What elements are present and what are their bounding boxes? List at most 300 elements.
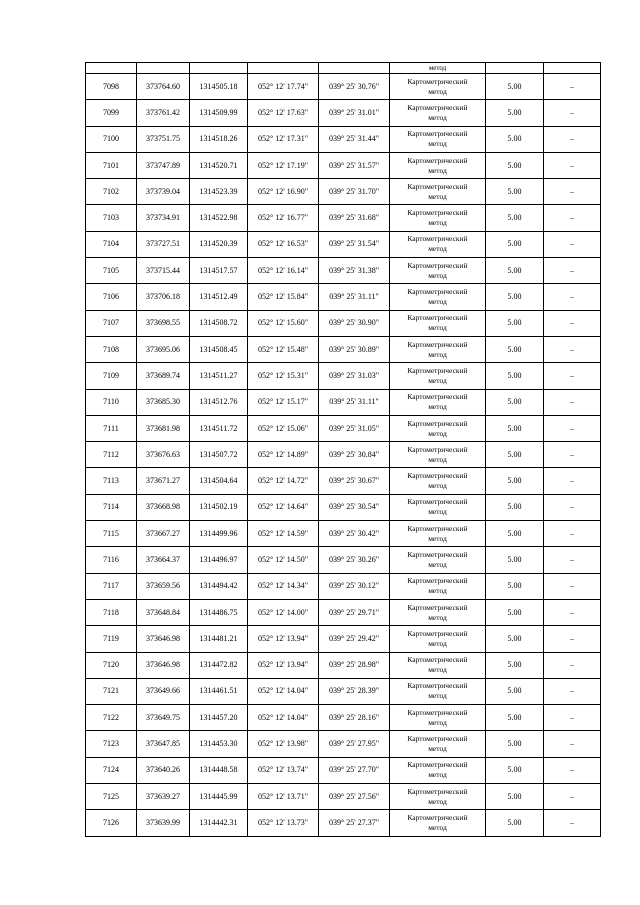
y-coordinate-cell: 1314507.72 — [190, 442, 248, 468]
accuracy-cell: 5.00 — [486, 389, 544, 415]
table-row — [86, 652, 601, 678]
point-number-cell: 7104 — [86, 231, 137, 257]
note-cell: – — [544, 757, 601, 783]
x-coordinate-cell: 373648.84 — [137, 599, 190, 625]
table-row — [86, 152, 601, 178]
accuracy-cell: 5.00 — [486, 231, 544, 257]
method-cell — [390, 415, 486, 441]
y-coordinate-cell: 1314518.26 — [190, 126, 248, 152]
point-number-cell: 7115 — [86, 521, 137, 547]
point-number-cell: 7124 — [86, 757, 137, 783]
method-cell — [390, 179, 486, 205]
table-row — [86, 731, 601, 757]
table-row — [86, 100, 601, 126]
continuation-row — [86, 63, 601, 74]
method-line-2: метод — [428, 796, 447, 806]
note-cell: – — [544, 231, 601, 257]
point-number-cell: 7099 — [86, 100, 137, 126]
x-coordinate-cell: 373668.98 — [137, 494, 190, 520]
note-cell: – — [544, 152, 601, 178]
method-cell — [390, 521, 486, 547]
accuracy-cell: 5.00 — [486, 258, 544, 284]
method-line-1: Картометрический — [407, 760, 468, 770]
method-cell — [390, 784, 486, 810]
method-line-2: метод — [428, 428, 447, 438]
empty-cell — [137, 63, 190, 74]
x-coordinate-cell: 373695.06 — [137, 336, 190, 362]
y-coordinate-cell: 1314505.18 — [190, 74, 248, 100]
method-line-2: метод — [428, 191, 447, 201]
table-row — [86, 705, 601, 731]
longitude-cell: 039° 25' 30.90" — [319, 310, 390, 336]
longitude-cell: 039° 25' 30.84" — [319, 442, 390, 468]
point-number-cell: 7114 — [86, 494, 137, 520]
y-coordinate-cell: 1314512.49 — [190, 284, 248, 310]
y-coordinate-cell: 1314523.39 — [190, 179, 248, 205]
note-cell: – — [544, 205, 601, 231]
method-line-2: метод — [428, 770, 447, 780]
method-cell — [390, 494, 486, 520]
x-coordinate-cell: 373761.42 — [137, 100, 190, 126]
point-number-cell: 7098 — [86, 74, 137, 100]
table-row — [86, 74, 601, 100]
y-coordinate-cell: 1314494.42 — [190, 573, 248, 599]
longitude-cell: 039° 25' 30.89" — [319, 336, 390, 362]
latitude-cell: 052° 12' 16.14" — [248, 258, 319, 284]
longitude-cell: 039° 25' 29.71" — [319, 599, 390, 625]
latitude-cell: 052° 12' 13.94" — [248, 626, 319, 652]
latitude-cell: 052° 12' 15.31" — [248, 363, 319, 389]
method-line-1: Картометрический — [407, 76, 468, 86]
method-line-1: Картометрический — [407, 471, 468, 481]
accuracy-cell: 5.00 — [486, 810, 544, 836]
accuracy-cell: 5.00 — [486, 626, 544, 652]
longitude-cell: 039° 25' 27.37" — [319, 810, 390, 836]
method-line-1: Картометрический — [407, 181, 468, 191]
x-coordinate-cell: 373640.26 — [137, 757, 190, 783]
method-cell — [390, 363, 486, 389]
point-number-cell: 7111 — [86, 415, 137, 441]
x-coordinate-cell: 373639.27 — [137, 784, 190, 810]
method-line-2: метод — [428, 612, 447, 622]
note-cell: – — [544, 599, 601, 625]
longitude-cell: 039° 25' 29.42" — [319, 626, 390, 652]
point-number-cell: 7118 — [86, 599, 137, 625]
latitude-cell: 052° 12' 13.74" — [248, 757, 319, 783]
method-line-2: метод — [428, 375, 447, 385]
table-row — [86, 442, 601, 468]
accuracy-cell: 5.00 — [486, 757, 544, 783]
y-coordinate-cell: 1314453.30 — [190, 731, 248, 757]
note-cell: – — [544, 573, 601, 599]
latitude-cell: 052° 12' 16.90" — [248, 179, 319, 205]
y-coordinate-cell: 1314457.20 — [190, 705, 248, 731]
longitude-cell: 039° 25' 31.01" — [319, 100, 390, 126]
y-coordinate-cell: 1314511.27 — [190, 363, 248, 389]
method-line-2: метод — [428, 244, 447, 254]
accuracy-cell: 5.00 — [486, 731, 544, 757]
table-row — [86, 810, 601, 836]
method-line-2: метод — [428, 533, 447, 543]
method-line-1: Картометрический — [407, 497, 468, 507]
y-coordinate-cell: 1314508.72 — [190, 310, 248, 336]
x-coordinate-cell: 373747.89 — [137, 152, 190, 178]
method-line-1: Картометрический — [407, 681, 468, 691]
method-line-1: Картометрический — [407, 576, 468, 586]
method-line-2: метод — [428, 691, 447, 701]
x-coordinate-cell: 373649.75 — [137, 705, 190, 731]
y-coordinate-cell: 1314520.39 — [190, 231, 248, 257]
point-number-cell: 7105 — [86, 258, 137, 284]
x-coordinate-cell: 373667.27 — [137, 521, 190, 547]
x-coordinate-cell: 373739.04 — [137, 179, 190, 205]
y-coordinate-cell: 1314522.98 — [190, 205, 248, 231]
method-cell — [390, 468, 486, 494]
method-line-1: Картометрический — [407, 734, 468, 744]
latitude-cell: 052° 12' 17.31" — [248, 126, 319, 152]
method-cell — [390, 74, 486, 100]
y-coordinate-cell: 1314512.76 — [190, 389, 248, 415]
table-row — [86, 205, 601, 231]
y-coordinate-cell: 1314517.57 — [190, 258, 248, 284]
method-line-1: Картометрический — [407, 707, 468, 717]
method-line-2: метод — [428, 822, 447, 832]
method-cell — [390, 284, 486, 310]
latitude-cell: 052° 12' 13.71" — [248, 784, 319, 810]
method-cell — [390, 258, 486, 284]
accuracy-cell: 5.00 — [486, 784, 544, 810]
method-line-2: метод — [428, 270, 447, 280]
empty-cell — [544, 63, 601, 74]
table-row — [86, 521, 601, 547]
note-cell: – — [544, 468, 601, 494]
table-row — [86, 626, 601, 652]
method-line-1: Картометрический — [407, 102, 468, 112]
note-cell: – — [544, 810, 601, 836]
longitude-cell: 039° 25' 30.67" — [319, 468, 390, 494]
y-coordinate-cell: 1314442.31 — [190, 810, 248, 836]
latitude-cell: 052° 12' 14.04" — [248, 705, 319, 731]
point-number-cell: 7109 — [86, 363, 137, 389]
x-coordinate-cell: 373671.27 — [137, 468, 190, 494]
method-line-1: Картометрический — [407, 208, 468, 218]
latitude-cell: 052° 12' 15.84" — [248, 284, 319, 310]
method-cell — [390, 731, 486, 757]
table-row — [86, 310, 601, 336]
note-cell: – — [544, 258, 601, 284]
point-number-cell: 7102 — [86, 179, 137, 205]
longitude-cell: 039° 25' 31.11" — [319, 389, 390, 415]
method-cell — [390, 547, 486, 573]
method-cell — [390, 705, 486, 731]
y-coordinate-cell: 1314496.97 — [190, 547, 248, 573]
method-continuation-cell: метод — [390, 63, 486, 74]
method-cell — [390, 678, 486, 704]
x-coordinate-cell: 373639.99 — [137, 810, 190, 836]
longitude-cell: 039° 25' 31.05" — [319, 415, 390, 441]
method-line-2: метод — [428, 717, 447, 727]
longitude-cell: 039° 25' 30.42" — [319, 521, 390, 547]
latitude-cell: 052° 12' 13.94" — [248, 652, 319, 678]
note-cell: – — [544, 100, 601, 126]
table-row — [86, 179, 601, 205]
note-cell: – — [544, 415, 601, 441]
note-cell: – — [544, 179, 601, 205]
note-cell: – — [544, 74, 601, 100]
y-coordinate-cell: 1314481.21 — [190, 626, 248, 652]
accuracy-cell: 5.00 — [486, 336, 544, 362]
method-line-2: метод — [428, 638, 447, 648]
accuracy-cell: 5.00 — [486, 284, 544, 310]
y-coordinate-cell: 1314472.82 — [190, 652, 248, 678]
method-line-2: метод — [428, 586, 447, 596]
empty-cell — [248, 63, 319, 74]
method-line-2: метод — [428, 559, 447, 569]
method-cell — [390, 652, 486, 678]
note-cell: – — [544, 363, 601, 389]
point-number-cell: 7100 — [86, 126, 137, 152]
method-line-1: Картометрический — [407, 812, 468, 822]
latitude-cell: 052° 12' 15.06" — [248, 415, 319, 441]
method-cell — [390, 231, 486, 257]
point-number-cell: 7116 — [86, 547, 137, 573]
point-number-cell: 7113 — [86, 468, 137, 494]
table-row — [86, 547, 601, 573]
method-cell — [390, 626, 486, 652]
method-line-1: Картометрический — [407, 549, 468, 559]
accuracy-cell: 5.00 — [486, 599, 544, 625]
point-number-cell: 7103 — [86, 205, 137, 231]
latitude-cell: 052° 12' 13.73" — [248, 810, 319, 836]
method-cell — [390, 126, 486, 152]
y-coordinate-cell: 1314520.71 — [190, 152, 248, 178]
point-number-cell: 7117 — [86, 573, 137, 599]
method-line-1: Картометрический — [407, 339, 468, 349]
method-line-2: метод — [428, 86, 447, 96]
note-cell: – — [544, 678, 601, 704]
note-cell: – — [544, 442, 601, 468]
longitude-cell: 039° 25' 31.38" — [319, 258, 390, 284]
method-line-2: метод — [428, 323, 447, 333]
y-coordinate-cell: 1314511.72 — [190, 415, 248, 441]
method-line-1: Картометрический — [407, 444, 468, 454]
accuracy-cell: 5.00 — [486, 74, 544, 100]
accuracy-cell: 5.00 — [486, 442, 544, 468]
note-cell: – — [544, 626, 601, 652]
table-row — [86, 126, 601, 152]
empty-cell — [319, 63, 390, 74]
x-coordinate-cell: 373685.30 — [137, 389, 190, 415]
method-cell — [390, 573, 486, 599]
note-cell: – — [544, 389, 601, 415]
accuracy-cell: 5.00 — [486, 678, 544, 704]
note-cell: – — [544, 547, 601, 573]
table-row — [86, 573, 601, 599]
point-number-cell: 7123 — [86, 731, 137, 757]
coordinates-table — [85, 62, 601, 837]
longitude-cell: 039° 25' 31.03" — [319, 363, 390, 389]
empty-cell — [486, 63, 544, 74]
accuracy-cell: 5.00 — [486, 415, 544, 441]
longitude-cell: 039° 25' 31.11" — [319, 284, 390, 310]
accuracy-cell: 5.00 — [486, 573, 544, 599]
table-row — [86, 389, 601, 415]
point-number-cell: 7107 — [86, 310, 137, 336]
method-line-1: Картометрический — [407, 287, 468, 297]
accuracy-cell: 5.00 — [486, 547, 544, 573]
latitude-cell: 052° 12' 15.60" — [248, 310, 319, 336]
empty-cell — [190, 63, 248, 74]
method-line-1: Картометрический — [407, 523, 468, 533]
x-coordinate-cell: 373681.98 — [137, 415, 190, 441]
table-row — [86, 415, 601, 441]
method-line-2: метод — [428, 139, 447, 149]
method-line-1: Картометрический — [407, 260, 468, 270]
method-line-2: метод — [428, 744, 447, 754]
accuracy-cell: 5.00 — [486, 468, 544, 494]
accuracy-cell: 5.00 — [486, 494, 544, 520]
method-cell — [390, 599, 486, 625]
method-line-2: метод — [428, 507, 447, 517]
method-line-1: Картометрический — [407, 234, 468, 244]
method-line-2: метод — [428, 297, 447, 307]
latitude-cell: 052° 12' 16.77" — [248, 205, 319, 231]
x-coordinate-cell: 373664.37 — [137, 547, 190, 573]
longitude-cell: 039° 25' 27.95" — [319, 731, 390, 757]
latitude-cell: 052° 12' 15.48" — [248, 336, 319, 362]
note-cell: – — [544, 705, 601, 731]
y-coordinate-cell: 1314461.51 — [190, 678, 248, 704]
method-line-2: метод — [428, 218, 447, 228]
note-cell: – — [544, 284, 601, 310]
point-number-cell: 7120 — [86, 652, 137, 678]
accuracy-cell: 5.00 — [486, 100, 544, 126]
latitude-cell: 052° 12' 16.53" — [248, 231, 319, 257]
x-coordinate-cell: 373689.74 — [137, 363, 190, 389]
table-row — [86, 336, 601, 362]
table-row — [86, 468, 601, 494]
accuracy-cell: 5.00 — [486, 521, 544, 547]
note-cell: – — [544, 731, 601, 757]
method-line-1: Картометрический — [407, 418, 468, 428]
table-row — [86, 678, 601, 704]
longitude-cell: 039° 25' 27.70" — [319, 757, 390, 783]
accuracy-cell: 5.00 — [486, 126, 544, 152]
method-line-2: метод — [428, 112, 447, 122]
method-line-2: метод — [428, 402, 447, 412]
y-coordinate-cell: 1314448.58 — [190, 757, 248, 783]
longitude-cell: 039° 25' 31.57" — [319, 152, 390, 178]
x-coordinate-cell: 373647.85 — [137, 731, 190, 757]
y-coordinate-cell: 1314486.75 — [190, 599, 248, 625]
point-number-cell: 7106 — [86, 284, 137, 310]
y-coordinate-cell: 1314502.19 — [190, 494, 248, 520]
latitude-cell: 052° 12' 14.34" — [248, 573, 319, 599]
table-row — [86, 757, 601, 783]
method-line-1: Картометрический — [407, 129, 468, 139]
table-row — [86, 599, 601, 625]
y-coordinate-cell: 1314508.45 — [190, 336, 248, 362]
latitude-cell: 052° 12' 13.98" — [248, 731, 319, 757]
method-line-1: Картометрический — [407, 392, 468, 402]
longitude-cell: 039° 25' 31.70" — [319, 179, 390, 205]
longitude-cell: 039° 25' 30.12" — [319, 573, 390, 599]
method-line-2: метод — [428, 165, 447, 175]
method-line-1: Картометрический — [407, 628, 468, 638]
point-number-cell: 7121 — [86, 678, 137, 704]
method-line-1: Картометрический — [407, 786, 468, 796]
y-coordinate-cell: 1314445.99 — [190, 784, 248, 810]
note-cell: – — [544, 336, 601, 362]
latitude-cell: 052° 12' 14.04" — [248, 678, 319, 704]
latitude-cell: 052° 12' 15.17" — [248, 389, 319, 415]
longitude-cell: 039° 25' 30.54" — [319, 494, 390, 520]
latitude-cell: 052° 12' 14.59" — [248, 521, 319, 547]
table-row — [86, 231, 601, 257]
note-cell: – — [544, 652, 601, 678]
method-cell — [390, 810, 486, 836]
longitude-cell: 039° 25' 28.39" — [319, 678, 390, 704]
table-row — [86, 494, 601, 520]
method-cell — [390, 389, 486, 415]
table-row — [86, 284, 601, 310]
latitude-cell: 052° 12' 17.19" — [248, 152, 319, 178]
point-number-cell: 7125 — [86, 784, 137, 810]
method-cell — [390, 205, 486, 231]
longitude-cell: 039° 25' 31.54" — [319, 231, 390, 257]
x-coordinate-cell: 373646.98 — [137, 652, 190, 678]
x-coordinate-cell: 373715.44 — [137, 258, 190, 284]
x-coordinate-cell: 373646.98 — [137, 626, 190, 652]
table-row — [86, 258, 601, 284]
longitude-cell: 039° 25' 28.16" — [319, 705, 390, 731]
method-line-2: метод — [428, 665, 447, 675]
method-line-1: Картометрический — [407, 365, 468, 375]
y-coordinate-cell: 1314499.96 — [190, 521, 248, 547]
x-coordinate-cell: 373676.63 — [137, 442, 190, 468]
method-cell — [390, 100, 486, 126]
longitude-cell: 039° 25' 28.98" — [319, 652, 390, 678]
latitude-cell: 052° 12' 14.64" — [248, 494, 319, 520]
x-coordinate-cell: 373764.60 — [137, 74, 190, 100]
accuracy-cell: 5.00 — [486, 363, 544, 389]
longitude-cell: 039° 25' 27.56" — [319, 784, 390, 810]
longitude-cell: 039° 25' 30.26" — [319, 547, 390, 573]
x-coordinate-cell: 373649.66 — [137, 678, 190, 704]
point-number-cell: 7122 — [86, 705, 137, 731]
longitude-cell: 039° 25' 30.76" — [319, 74, 390, 100]
accuracy-cell: 5.00 — [486, 205, 544, 231]
method-line-2: метод — [428, 349, 447, 359]
y-coordinate-cell: 1314509.99 — [190, 100, 248, 126]
table-row — [86, 784, 601, 810]
method-cell — [390, 757, 486, 783]
x-coordinate-cell: 373698.55 — [137, 310, 190, 336]
longitude-cell: 039° 25' 31.68" — [319, 205, 390, 231]
x-coordinate-cell: 373706.18 — [137, 284, 190, 310]
method-line-2: метод — [428, 481, 447, 491]
x-coordinate-cell: 373727.51 — [137, 231, 190, 257]
method-line-2: метод — [428, 454, 447, 464]
latitude-cell: 052° 12' 14.00" — [248, 599, 319, 625]
accuracy-cell: 5.00 — [486, 310, 544, 336]
longitude-cell: 039° 25' 31.44" — [319, 126, 390, 152]
note-cell: – — [544, 126, 601, 152]
point-number-cell: 7108 — [86, 336, 137, 362]
table-row — [86, 363, 601, 389]
method-cell — [390, 336, 486, 362]
note-cell: – — [544, 521, 601, 547]
